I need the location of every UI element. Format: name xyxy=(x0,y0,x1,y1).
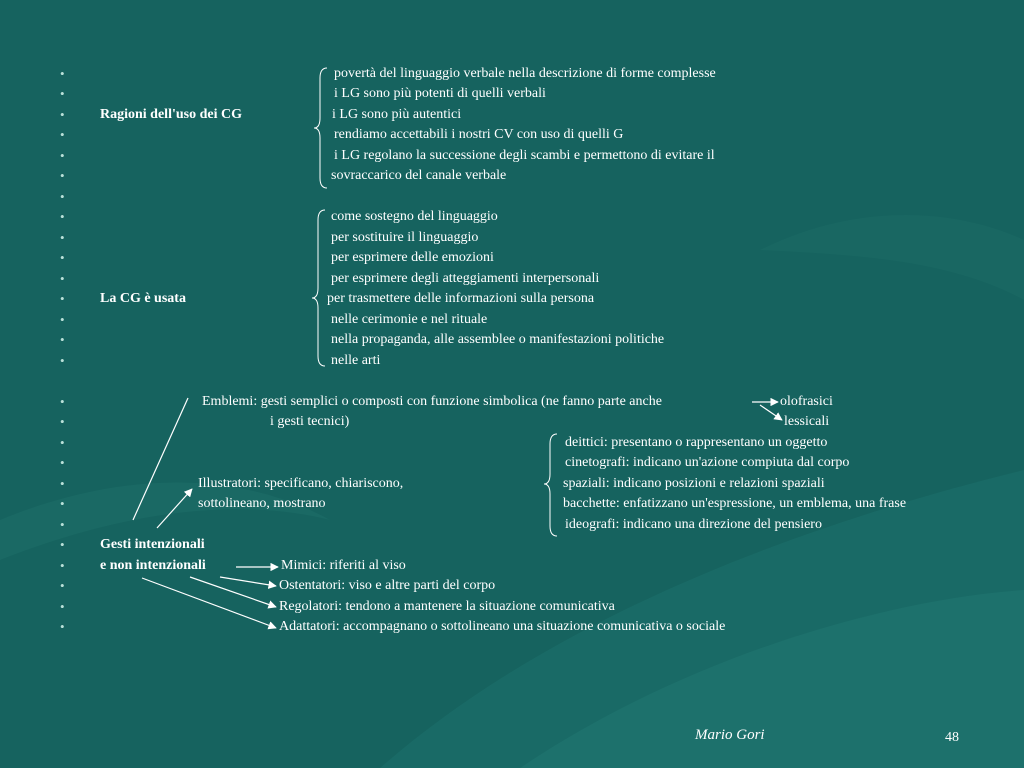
bullet: • xyxy=(60,189,65,204)
bullet: • xyxy=(60,250,65,265)
bullet: • xyxy=(60,66,65,81)
reason-item: i LG sono più autentici xyxy=(332,107,462,122)
bullet: • xyxy=(60,230,65,245)
bullet: • xyxy=(60,148,65,163)
bullet: • xyxy=(60,332,65,347)
usage-item: nella propaganda, alle assemblee o manifestazioni politiche xyxy=(331,332,665,347)
bullet: • xyxy=(60,496,65,511)
emblemi-olofrasici: olofrasici xyxy=(780,394,833,409)
bullet: • xyxy=(60,414,65,429)
ostentatori-text: Ostentatori: viso e altre parti del corpo xyxy=(279,578,496,593)
bullet: • xyxy=(60,271,65,286)
emblemi-text: Emblemi: gesti semplici o composti con funzione simbolica (ne fanno parte anche xyxy=(202,394,662,409)
bullet: • xyxy=(60,127,65,142)
bullet: • xyxy=(60,435,65,450)
emblemi-lessicali: lessicali xyxy=(784,414,830,429)
illustrator-type: ideografi: indicano una direzione del pensiero xyxy=(565,517,822,532)
usage-item: per sostituire il linguaggio xyxy=(331,230,479,245)
reason-item: rendiamo accettabili i nostri CV con uso di quelli G xyxy=(334,127,624,142)
mimici-text: Mimici: riferiti al viso xyxy=(281,558,406,573)
reason-item: sovraccarico del canale verbale xyxy=(331,168,507,183)
usage-item: nelle cerimonie e nel rituale xyxy=(331,312,488,327)
bullet: • xyxy=(60,537,65,552)
illustrator-type: cinetografi: indicano un'azione compiuta dal corpo xyxy=(565,455,850,470)
section-label-usage: La CG è usata xyxy=(100,291,186,306)
bullet: • xyxy=(60,578,65,593)
reason-item: povertà del linguaggio verbale nella descrizione di forme complesse xyxy=(334,66,716,81)
illustrator-type: deittici: presentano o rappresentano un oggetto xyxy=(565,435,828,450)
emblemi-text-cont: i gesti tecnici) xyxy=(270,414,350,429)
bullet: • xyxy=(60,291,65,306)
bullet: • xyxy=(60,476,65,491)
illustratori-text: Illustratori: specificano, chiariscono, xyxy=(198,476,404,491)
illustratori-text-cont: sottolineano, mostrano xyxy=(198,496,326,511)
bullet: • xyxy=(60,209,65,224)
bullet: • xyxy=(60,558,65,573)
usage-item: per trasmettere delle informazioni sulla persona xyxy=(327,291,595,306)
illustrator-type: bacchette: enfatizzano un'espressione, un emblema, una frase xyxy=(563,496,907,511)
bullet: • xyxy=(60,517,65,532)
section-label-gestures: Gesti intenzionali xyxy=(100,537,205,552)
usage-item: come sostegno del linguaggio xyxy=(331,209,498,224)
bullet: • xyxy=(60,86,65,101)
section-label-gestures-cont: e non intenzionali xyxy=(100,558,206,573)
reason-item: i LG regolano la successione degli scambi e permettono di evitare il xyxy=(334,148,715,163)
reason-item: i LG sono più potenti di quelli verbali xyxy=(334,86,546,101)
bullet: • xyxy=(60,599,65,614)
section-label-reasons: Ragioni dell'uso dei CG xyxy=(100,107,242,122)
bullet: • xyxy=(60,455,65,470)
bullet: • xyxy=(60,619,65,634)
bullet: • xyxy=(60,312,65,327)
usage-item: per esprimere degli atteggiamenti interpersonali xyxy=(331,271,600,286)
bullet: • xyxy=(60,353,65,368)
footer-author: Mario Gori xyxy=(695,727,765,743)
usage-item: nelle arti xyxy=(331,353,381,368)
bullet: • xyxy=(60,107,65,122)
bullet: • xyxy=(60,394,65,409)
page-number: 48 xyxy=(945,730,959,745)
bullet: • xyxy=(60,168,65,183)
usage-item: per esprimere delle emozioni xyxy=(331,250,494,265)
regolatori-text: Regolatori: tendono a mantenere la situazione comunicativa xyxy=(279,599,615,614)
adattatori-text: Adattatori: accompagnano o sottolineano una situazione comunicativa o sociale xyxy=(279,619,726,634)
illustrator-type: spaziali: indicano posizioni e relazioni spaziali xyxy=(563,476,825,491)
